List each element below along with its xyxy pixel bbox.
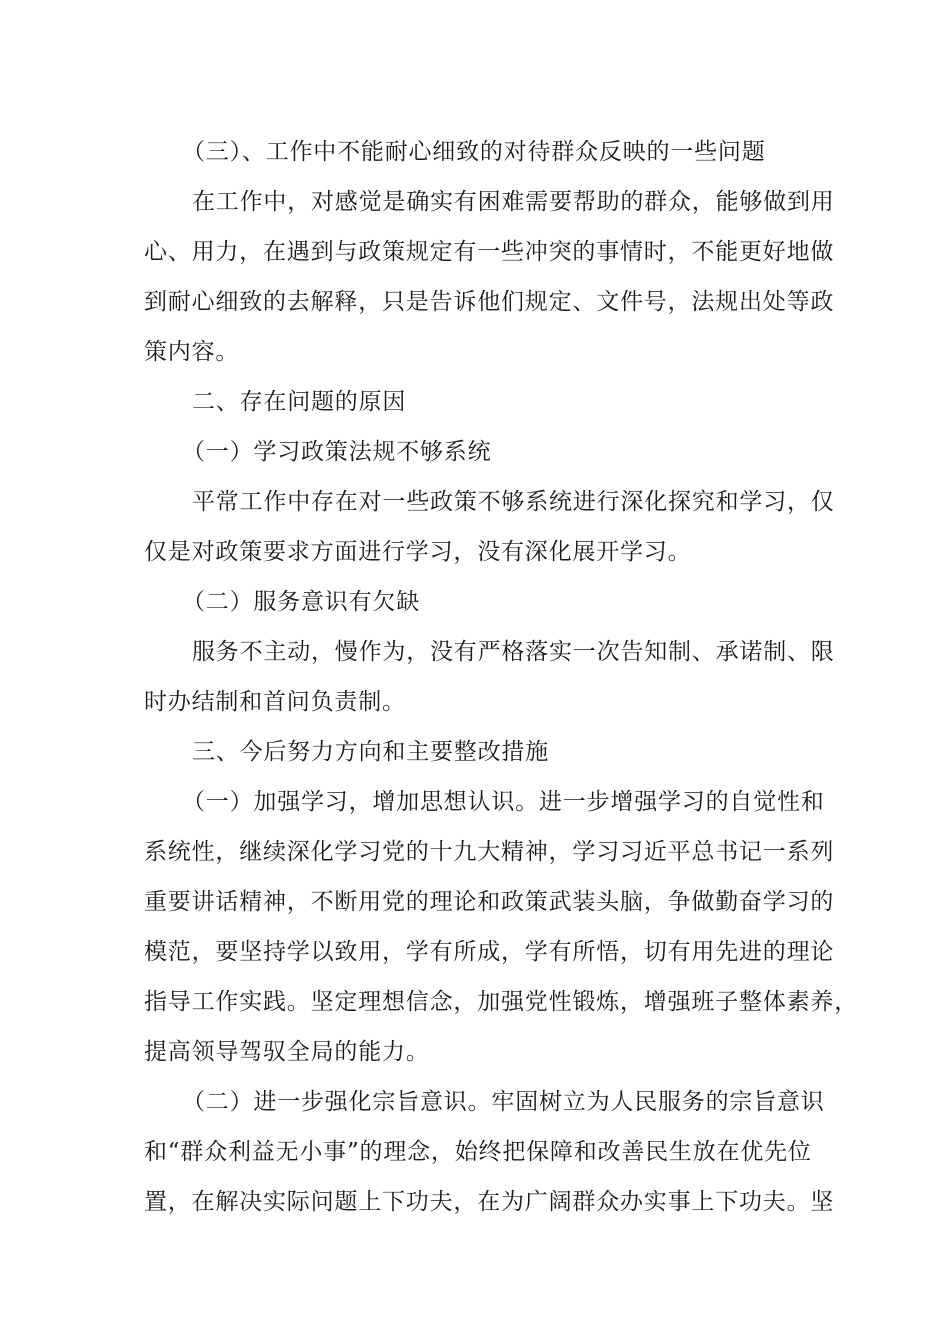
heading-2-2: （二）服务意识有欠缺	[182, 589, 420, 615]
paragraph-line: 心、用力，在遇到与政策规定有一些冲突的事情时，不能更好地做	[144, 239, 835, 265]
paragraph-line: 时办结制和首问负责制。	[144, 689, 406, 715]
paragraph-line: 指导工作实践。坚定理想信念，加强党性锻炼，增强班子整体素养，	[144, 989, 858, 1015]
paragraph-line: 系统性，继续深化学习党的十九大精神，学习习近平总书记一系列	[144, 839, 835, 865]
paragraph-line: 策内容。	[144, 339, 240, 365]
paragraph-line: 提高领导驾驭全局的能力。	[144, 1039, 430, 1065]
section-heading-2: 二、存在问题的原因	[192, 389, 407, 415]
paragraph-line: 服务不主动，慢作为，没有严格落实一次告知制、承诺制、限	[192, 639, 835, 665]
paragraph-line: 重要讲话精神，不断用党的理论和政策武装头脑，争做勤奋学习的	[144, 889, 835, 915]
measure-1-line: （一）加强学习，增加思想认识。进一步增强学习的自觉性和	[182, 789, 825, 815]
paragraph-line: 到耐心细致的去解释，只是告诉他们规定、文件号，法规出处等政	[144, 289, 835, 315]
paragraph-line: 平常工作中存在对一些政策不够系统进行深化探究和学习，仅	[192, 489, 835, 515]
paragraph-line: 置，在解决实际问题上下功夫，在为广阔群众办实事上下功夫。坚	[144, 1189, 835, 1215]
section-heading-3: 三、今后努力方向和主要整改措施	[192, 739, 549, 765]
heading-2-1: （一）学习政策法规不够系统	[182, 439, 492, 465]
paragraph-line: 在工作中，对感觉是确实有困难需要帮助的群众，能够做到用	[192, 189, 835, 215]
paragraph-line: 仅是对政策要求方面进行学习，没有深化展开学习。	[144, 539, 692, 565]
measure-2-line: （二）进一步强化宗旨意识。牢固树立为人民服务的宗旨意识	[182, 1089, 825, 1115]
paragraph-line: 模范，要坚持学以致用，学有所成，学有所悟，切有用先进的理论	[144, 939, 835, 965]
paragraph-line: 和“群众利益无小事”的理念，始终把保障和改善民生放在优先位	[144, 1139, 812, 1165]
heading-3-3: （三）、工作中不能耐心细致的对待群众反映的一些问题	[182, 139, 766, 165]
